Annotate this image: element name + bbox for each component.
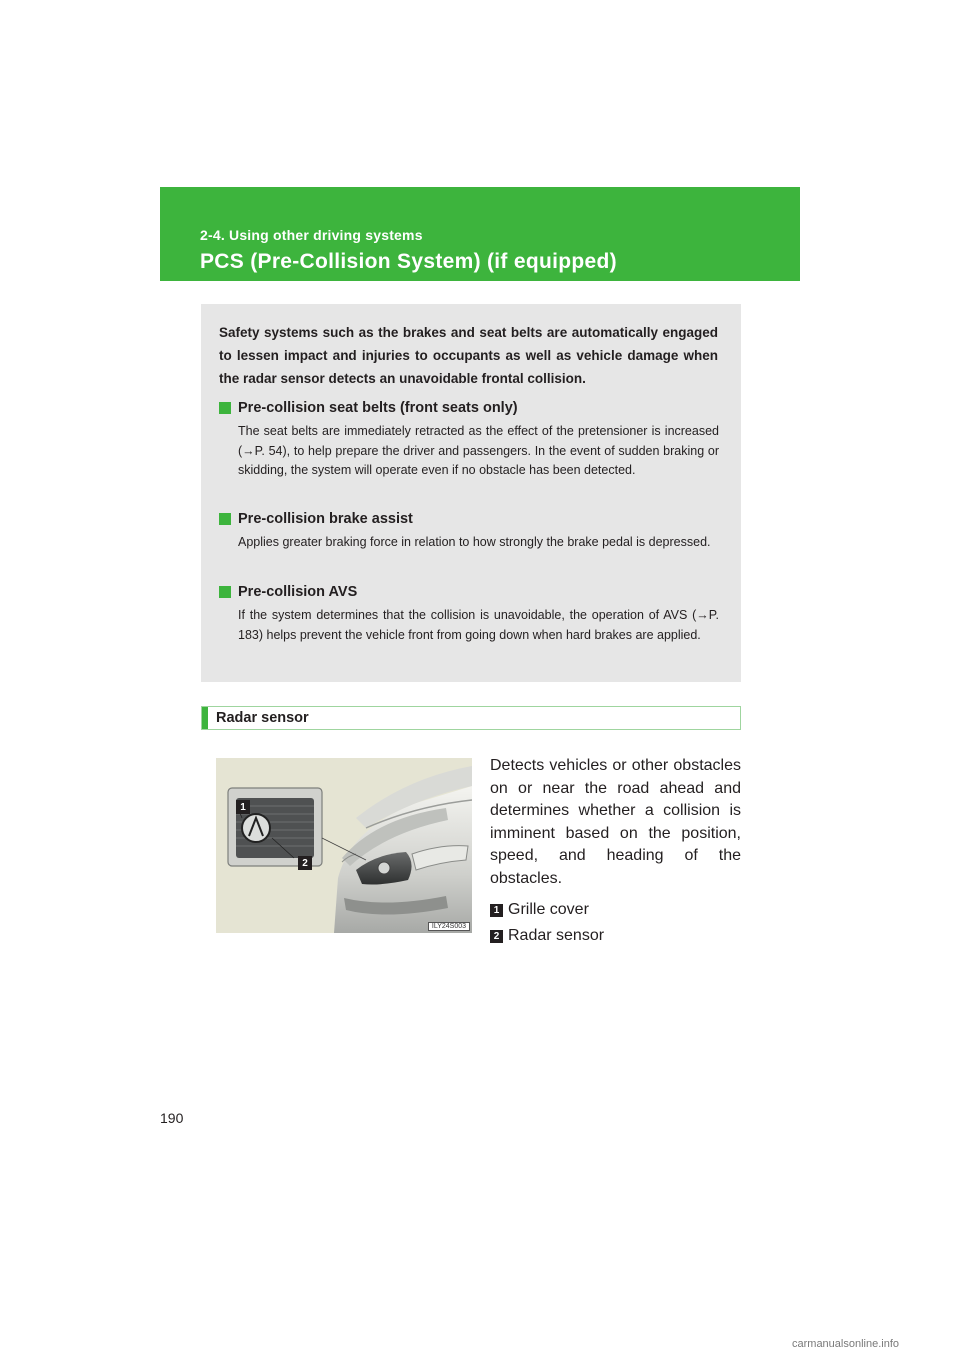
feature-brake-assist xyxy=(219,511,719,553)
chapter-header xyxy=(160,187,800,281)
section-label: 2-4. Using other driving systems xyxy=(200,227,423,243)
page-title: PCS (Pre-Collision System) (if equipped) xyxy=(200,250,617,273)
legend-label: Grille cover xyxy=(508,901,589,918)
feature-avs xyxy=(219,584,719,645)
feature-title: Pre-collision brake assist xyxy=(238,511,413,527)
legend-item-grille-cover xyxy=(490,901,589,919)
feature-desc: The seat belts are immediately retracted as the effect of the pretensioner is increased (→P. 54), to help prepare the driver and passengers. In the event of sudden braking or skidding, the system will operate even if no obstacle has been detected. xyxy=(238,424,719,477)
car-front-illustration xyxy=(216,758,472,933)
feature-desc: If the system determines that the collision is unavoidable, the operation of AVS (→P. 183) helps prevent the vehicle front from going down when hard brakes are applied. xyxy=(238,608,719,642)
feature-title: Pre-collision seat belts (front seats only) xyxy=(238,400,518,416)
bullet-square-icon xyxy=(219,586,231,598)
callout-badge-2: 2 xyxy=(298,856,312,870)
intro-text: Safety systems such as the brakes and seat belts are automatically engaged to lessen impact and injuries to occupants as well as vehicle damage when the radar sensor detects an unavoidable frontal collision. xyxy=(219,325,718,386)
page-number: 190 xyxy=(160,1110,184,1126)
feature-desc: Applies greater braking force in relation to how strongly the brake pedal is depressed. xyxy=(238,535,711,549)
feature-seat-belts xyxy=(219,400,719,481)
legend-label: Radar sensor xyxy=(508,927,605,944)
callout-badge-1: 1 xyxy=(236,800,250,814)
intro-box xyxy=(201,304,741,682)
radar-sensor-heading xyxy=(201,706,741,730)
heading-accent-bar xyxy=(202,707,208,729)
radar-description: Detects vehicles or other obstacles on or near the road ahead and determines whether a collision is imminent based on the position, speed, and heading of the obstacles. xyxy=(490,757,741,887)
number-badge-icon: 2 xyxy=(490,930,503,943)
feature-title: Pre-collision AVS xyxy=(238,584,358,600)
watermark: carmanualsonline.info xyxy=(792,1338,900,1350)
radar-heading-title: Radar sensor xyxy=(216,710,309,726)
bullet-square-icon xyxy=(219,402,231,414)
illustration-code: ILY24S003 xyxy=(428,922,470,931)
bullet-square-icon xyxy=(219,513,231,525)
number-badge-icon: 1 xyxy=(490,904,503,917)
car-illustration-svg xyxy=(216,758,472,933)
legend-item-radar-sensor xyxy=(490,927,604,945)
